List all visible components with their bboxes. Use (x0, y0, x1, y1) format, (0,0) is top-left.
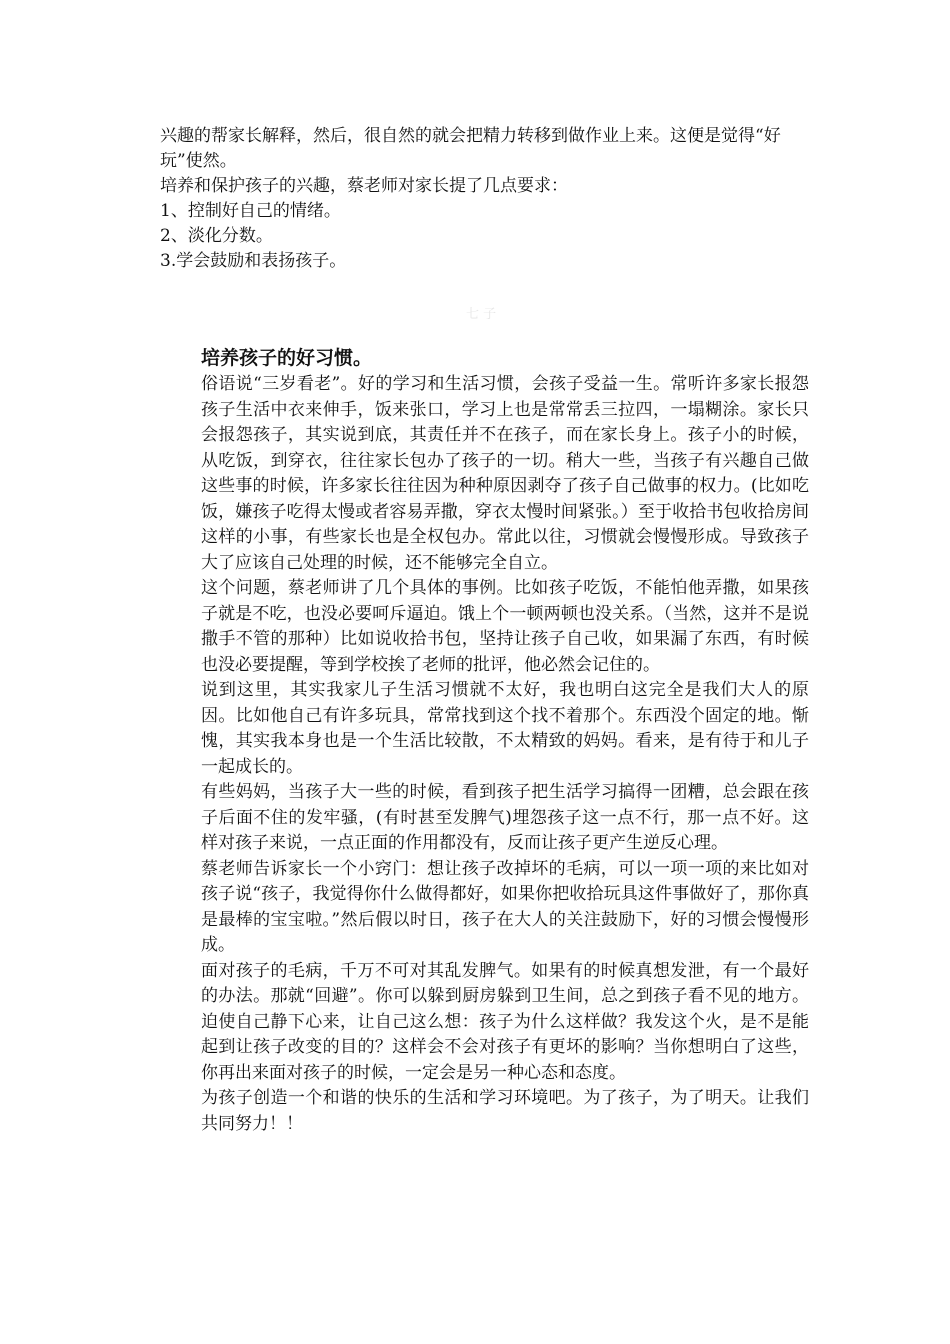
requirement-item-2: 2、淡化分数。 (160, 226, 273, 246)
intro-line-1: 兴趣的帮家长解释，然后，很自然的就会把精力转移到做作业上来。这便是觉得“好玩”使然。 (160, 126, 781, 171)
paragraph: 说到这里，其实我家儿子生活习惯就不太好，我也明白这完全是我们大人的原因。比如他自己有许多玩具，常常找到这个找不着那个。东西没个固定的地。惭愧，其实我本身也是一个生活比较散，不太精致的妈妈。看来，是有待于和儿子一起成长的。 (201, 680, 809, 777)
habits-section (201, 344, 809, 1137)
paragraph: 这个问题，蔡老师讲了几个具体的事例。比如孩子吃饭，不能怕他弄撒，如果孩子就是不吃，也没必要呵斥逼迫。饿上个一顿两顿也没关系。（当然，这并不是说撒手不管的那种）比如说收拾书包，坚持让孩子自己收，如果漏了东西，有时候也没必要提醒，等到学校挨了老师的批评，他必然会记住的。 (201, 578, 809, 675)
paragraph: 俗语说“三岁看老”。好的学习和生活习惯，会孩子受益一生。常听许多家长报怨孩子生活中衣来伸手，饭来张口，学习上也是常常丢三拉四，一塌糊涂。家长只会报怨孩子，其实说到底，其责任并不在孩子，而在家长身上。孩子小的时候，从吃饭，到穿衣，往往家长包办了孩子的一切。稍大一些，当孩子有兴趣自己做这些事的时候，许多家长往往因为种种原因剥夺了孩子自己做事的权力。(比如吃饭，嫌孩子吃得太慢或者容易弄撒，穿衣太慢时间紧张。）至于收拾书包收拾房间这样的小事，有些家长也是全权包办。常此以往，习惯就会慢慢形成。导致孩子大了应该自己处理的时候，还不能够完全自立。 (201, 374, 809, 573)
section-heading: 培养孩子的好习惯。 (201, 347, 373, 369)
requirement-item-3: 3.学会鼓励和表扬孩子。 (160, 251, 347, 271)
intro-section (160, 124, 810, 274)
faint-watermark: 七 子 (466, 307, 497, 322)
paragraph: 蔡老师告诉家长一个小窍门：想让孩子改掉坏的毛病，可以一项一项的来比如对孩子说“孩子，我觉得你什么做得都好，如果你把收拾玩具这件事做好了，那你真是最棒的宝宝啦。”然后假以时日，孩子在大人的关注鼓励下，好的习惯会慢慢形成。 (201, 858, 809, 955)
requirement-item-1: 1、控制好自己的情绪。 (160, 201, 341, 221)
paragraph: 有些妈妈，当孩子大一些的时候，看到孩子把生活学习搞得一团糟，总会跟在孩子后面不住的发牢骚，(有时甚至发脾气)埋怨孩子这一点不行，那一点不好。这样对孩子来说，一点正面的作用都没有，反而让孩子更产生逆反心理。 (201, 782, 809, 853)
intro-line-2: 培养和保护孩子的兴趣，蔡老师对家长提了几点要求： (160, 176, 568, 196)
paragraph: 为孩子创造一个和谐的快乐的生活和学习环境吧。为了孩子，为了明天。让我们共同努力！！ (201, 1088, 809, 1134)
paragraph: 面对孩子的毛病，千万不可对其乱发脾气。如果有的时候真想发泄，有一个最好的办法。那就“回避”。你可以躲到厨房躲到卫生间，总之到孩子看不见的地方。迫使自己静下心来，让自己这么想：孩子为什么这样做？我发这个火，是不是能起到让孩子改变的目的？这样会不会对孩子有更坏的影响？当你想明白了这些，你再出来面对孩子的时候，一定会是另一种心态和态度。 (201, 960, 809, 1083)
